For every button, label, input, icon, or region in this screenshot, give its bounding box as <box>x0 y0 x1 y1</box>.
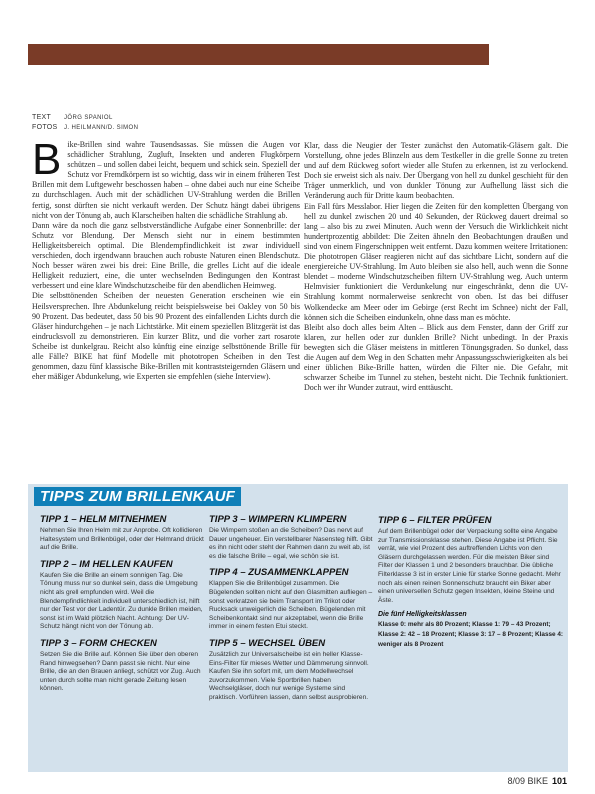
credits-photos-author: J. HEILMANN/D. SIMON <box>64 125 139 131</box>
tip-heading: TIPP 5 – WECHSEL ÜBEN <box>209 637 326 649</box>
tip-body: Klappen Sie die Brillenbügel zusammen. Die Bügelenden sollten nicht auf den Glasmitten aufliegen – sonst verkratzen sie beim Transport im Trikot oder Rucksack unweigerlich die Scheiben. Bügelenden mit Scheibenkontakt sind nur akzeptabel, wenn die Brille immer in einem festen Etui steckt. <box>209 580 373 631</box>
article-paragraph: Bleibt also doch alles beim Alten – Blick aus dem Fenster, dann der Griff zur klaren, zur hellen oder zur dunklen Brille? Nicht unbedingt. In der Praxis bewegten sich die Gläser meistens in mittleren Tönungsgraden. So dunkel, dass die Augen auf dem Weg in den Schatten mehr Anpassungsschwierigkeiten als bei einer üblichen Bike-Brille hatten, würden die Filter nie. Die Gefahr, mit schwarzer Scheibe im Tunnel zu stehen, besteht nicht. Die Technik funktioniert. Doch wer ihr Wunder zutraut, wird enttäuscht. <box>304 322 568 393</box>
tip-body: Setzen Sie die Brille auf. Können Sie über den oberen Rand hinwegsehen? Dann passt sie nicht. Nur eine Brille, die an den Brauen anliegt, schützt vor Zug. Auch unten durch sollte man nicht gerade Zeitung lesen können. <box>40 650 201 693</box>
tip-body: Auf dem Brillenbügel oder der Verpackung sollte eine Angabe zur Transmissionsklasse stehen. Diese Angabe ist Pflicht. Sie verrät, wie viel Prozent des auftreffenden Lichts von den Gläsern durchgelassen werden. Für die meisten Biker sind Filter der Klassen 1 und 2 besonders brauchbar. Die übliche Filterklasse 3 ist in erster Linie für starke Sonne gedacht. Mehr noch als einen reinen Sonnenschutz braucht ein Biker aber einen universellen Schutz gegen Insekten, kleine Steine und Äste. <box>378 528 561 604</box>
brightness-classes-heading: Die fünf Helligkeitsklassen <box>378 611 467 619</box>
article-column-left <box>32 135 300 382</box>
tips-box <box>28 484 568 772</box>
tips-column <box>40 514 206 700</box>
tip-heading: TIPP 3 – FORM CHECKEN <box>40 637 157 649</box>
article-column-right <box>304 141 568 393</box>
tip-heading: TIPP 3 – WIMPERN KLIMPERN <box>209 514 347 525</box>
page-footer <box>507 776 567 786</box>
credits-text-label: TEXT <box>32 114 52 121</box>
tip-item <box>40 514 206 553</box>
tip-item <box>40 638 206 694</box>
brightness-classes-list: Klasse 0: mehr als 80 Prozent; Klasse 1: 79 – 43 Prozent; Klasse 2: 42 – 18 Prozent; Klasse 3: 17 – 8 Prozent; Klasse 4: weniger als 8 Prozent <box>378 620 564 648</box>
tip-heading: TIPP 1 – HELM MITNEHMEN <box>40 514 167 525</box>
credits <box>32 113 138 133</box>
tip-item <box>378 515 564 605</box>
article-text: ike-Brillen sind wahre Tausendsassas. Sie müssen die Augen vor schädlicher Strahlung, Zugluft, Insekten und anderen Flugkörpern schützen – und sollen dabei leicht, bequem und schick sein. Speziell der Schutz vor Fremdkörpern ist so wichtig, dass wir in einem früheren Test Brillen mit dem Luftgewehr beschossen haben – ohne dabei auch nur eine Scheibe zu durchschlagen. Auch mit der schädlichen UV-Strahlung werden die Brillen fertig, sonst dürften sie nicht verkauft werden. Der Schutz hängt dabei übrigens nicht von der Tönung ab, auch Klarscheiben halten die schädliche Strahlung ab. <box>32 140 300 220</box>
tip-heading: TIPP 4 – ZUSAMMENKLAPPEN <box>209 567 349 579</box>
tip-heading: TIPP 2 – IM HELLEN KAUFEN <box>40 558 173 570</box>
credits-photos-label: FOTOS <box>32 124 58 131</box>
tip-body: Zusätzlich zur Universalscheibe ist ein heller Klasse-Eins-Filter für mieses Wetter und Dämmerung sinnvoll. Kaufen Sie ihn sofort mit, um dem Modellwechsel zuvorzukommen. Viele Sportbrillen haben Wechselgläser, doch nur wenige Systeme sind praktisch. Vorführen lassen, dann selbst ausprobieren. <box>209 650 369 701</box>
tip-item <box>209 514 375 561</box>
page-number: 101 <box>551 776 567 786</box>
tip-item <box>40 559 206 632</box>
article-paragraph: Die selbsttönenden Scheiben der neuesten Generation erscheinen wie ein Heilsversprechen. Ihre Abdunkelung reicht beispielsweise bei Oakley von 50 bis 90 Prozent. Das bedeutet, dass 50 bis 90 Prozent des einfallenden Lichts durch die Gläser hindurchgehen – je nach Lichtstärke. Mit einem speziellen Blitzgerät ist das eindrucksvoll zu demonstrieren. Ein kurzer Blitz, und die vorher zart rosarote Scheibe ist dunkelgrau. Reicht also künftig eine einzige selbsttönende Brille für alle Fälle? BIKE hat fünf Modelle mit phototropen Scheiben in den Test genommen, dazu fünf klassische Bike-Brillen mit kontraststeigernden Gläsern und eher mäßiger Abdunkelung, wie Experten sie empfehlen (siehe Interview). <box>32 291 300 382</box>
article-paragraph: Dann wäre da noch die ganz selbstverständliche Aufgabe einer Sonnenbrille: der Schutz vor Blendung. Der Mensch sieht nur in einem bestimmten Helligkeitsbereich optimal. Die Blendempfindlichkeit ist zwar individuell verschieden, doch irgendwann brauchen auch robuste Naturen einen Blendschutz. Noch besser wären zwei bis drei: Eine Brille, die grelles Licht auf die ideale Helligkeit reduziert, eine, die unter wechselnden Bedingungen den Kontrast verbessert und eine klare Windschutzscheibe für den abendlichen Heimweg. <box>32 220 300 291</box>
tip-body: Die Wimpern stoßen an die Scheiben? Das nervt auf Dauer ungeheuer. Ein verstellbarer Nasensteg hilft. Gibt es ihn nicht oder steht der Rahmen dann zu weit ab, ist es die falsche Brille – egal, wie schön sie ist. <box>209 527 373 560</box>
tip-body: Kaufen Sie die Brille an einem sonnigen Tag. Die Tönung muss nur so dunkel sein, dass die Umgebung nicht als grell empfunden wird. Weil die Blendempfindlichkeit individuell unterschiedlich ist, hilft nur der Test vor der Ladentür. Zu dunkle Brillen meiden, sonst ist im Wald plötzlich Nacht. Achtung: Der UV-Schutz hängt nicht von der Tönung ab. <box>40 571 203 631</box>
issue-label: 8/09 BIKE <box>507 776 548 786</box>
tips-column <box>378 515 564 650</box>
article-paragraph <box>32 135 300 221</box>
article-paragraph: Klar, dass die Neugier der Tester zunächst den Automatik-Gläsern galt. Die Vorstellung, ohne jedes Blinzeln aus dem Testkeller in die grelle Sonne zu treten und auf dem Rückweg sofort wieder alle Stufen zu erkennen, ist zu verlockend. Doch sie erweist sich als naiv. Der Übergang von hell zu dunkel geschieht für den Träger unmerklich, und von dunkler Tönung zur Aufhellung lässt sich die Veränderung auch für Dritte kaum beobachten. <box>304 141 568 201</box>
tip-heading: TIPP 6 – FILTER PRÜFEN <box>378 515 492 526</box>
tips-title: TIPPS ZUM BRILLENKAUF <box>34 487 241 506</box>
tip-item <box>209 638 375 703</box>
tips-column <box>209 514 375 709</box>
drop-cap: B <box>32 135 62 184</box>
tip-item <box>209 567 375 632</box>
credits-text-author: JÖRG SPANIOL <box>64 115 113 121</box>
header-bar <box>28 44 489 65</box>
tip-body: Nehmen Sie Ihren Helm mit zur Anprobe. Oft kollidieren Haltesystem und Brillenbügel, oder der Helmrand drückt auf die Brille. <box>40 527 204 552</box>
article-paragraph: Ein Fall fürs Messlabor. Hier liegen die Zeiten für den kompletten Übergang von hell zu dunkel zwischen 20 und 40 Sekunden, der Rückweg dauert dreimal so lang – also bis zu zwei Minuten. Auch wenn der Versuch die Wirklichkeit nicht hundertprozentig abbildet: Die Zeiten ähneln den Beobachtungen draußen und sind von einem Fingerschnippen weit entfernt. Dazu kommen weitere Irritationen: Die phototropen Gläser reagieren nicht auf das sichtbare Licht, sondern auf die energiereiche UV-Strahlung. Im Auto bleiben sie also hell, auch wenn die Sonne blendet – moderne Windschutzscheiben filtern UV-Strahlung weg. Auch unterm Helmvisier funktioniert die Verdunkelung nur eingeschränkt, denn die UV-Strahlung kommt normalerweise senkrecht von oben. Ist das bei diffuser Wolkendecke am Meer oder im Gebirge (erst Recht im Schnee) nicht der Fall, können sich die Scheiben eindunkeln, ohne dass man es möchte. <box>304 201 568 322</box>
